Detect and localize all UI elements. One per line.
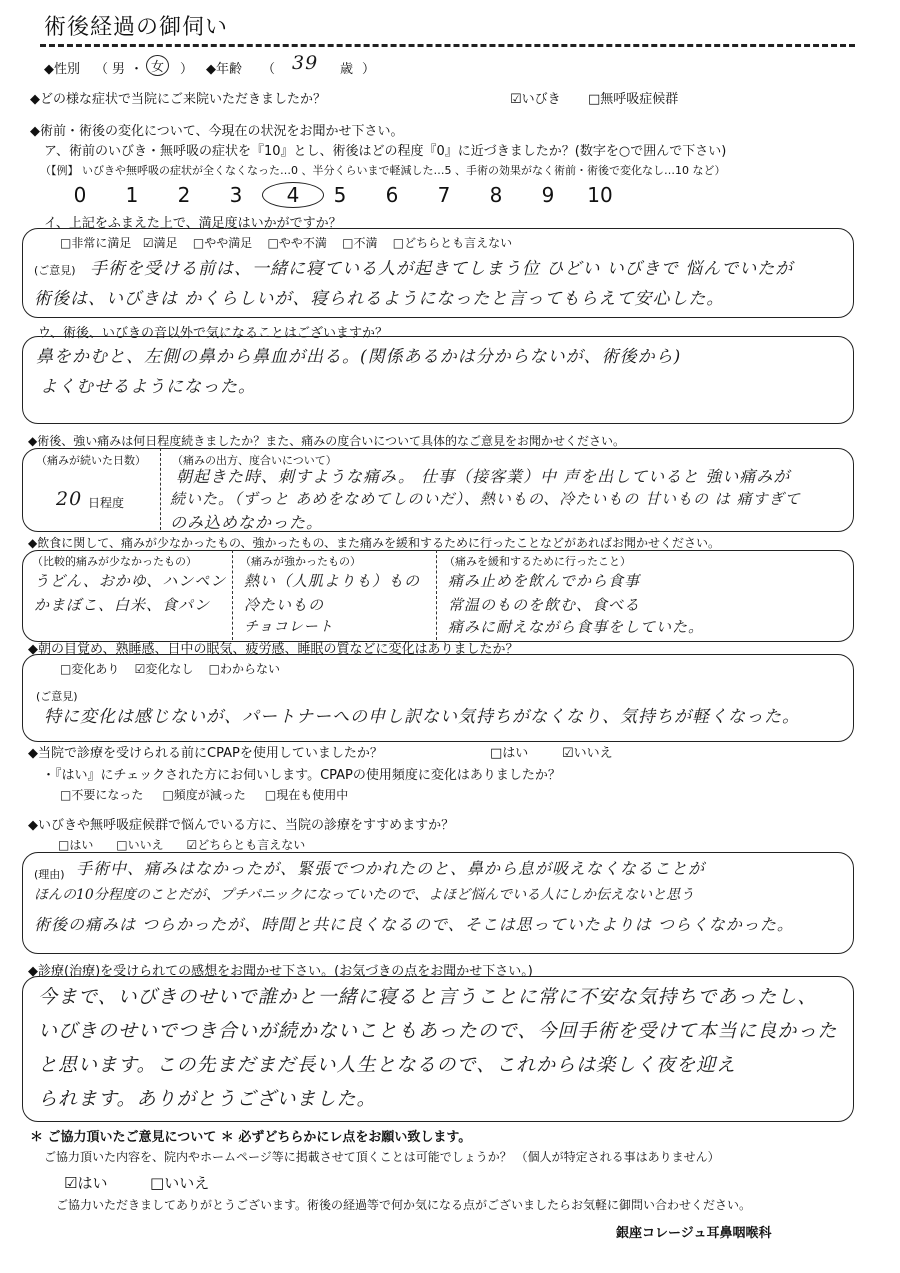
change-question: ア、術前のいびき・無呼吸の症状を『10』とし、術後はどの程度『0』に近づきましたか？(数字を○で囲んで下さい)	[44, 144, 727, 159]
recommend-question: ◆いびきや無呼吸症候群で悩んでいる方に、当院の診療をすすめますか？	[28, 818, 455, 833]
opt-somewhat-satisfied[interactable]: □やや満足	[192, 236, 253, 250]
food-col2-label: （痛みが強かったもの）	[240, 555, 361, 568]
opt-somewhat-dissatisfied[interactable]: □やや不満	[267, 236, 327, 250]
age-value[interactable]: 39	[292, 52, 319, 74]
cpap-opt-unneeded[interactable]: □不要になった	[60, 788, 144, 802]
sleep-opt-changed[interactable]: □変化あり	[60, 662, 120, 676]
change-example: （【例】 いびきや無呼吸の症状が全くなくなった…0 、半分くらいまで軽減した…5 、手術の効果がなく術前・術後で変化なし…10 など）	[40, 164, 726, 177]
satisfaction-options	[60, 234, 512, 251]
sleep-options	[60, 660, 280, 677]
consent-option-no[interactable]: □いいえ	[150, 1174, 210, 1192]
satisfaction-opinion-label: (ご意見)	[34, 264, 76, 277]
sleep-opt-unchanged[interactable]: ☑変化なし	[134, 662, 194, 676]
pain-days-value[interactable]: 20	[56, 488, 83, 510]
pain-days-label: （痛みが続いた日数）	[36, 454, 146, 467]
checked-box-icon: ☑	[510, 92, 522, 107]
satisfaction-question: イ、上記をふまえた上で、満足度はいかがですか？	[44, 216, 342, 231]
recommend-reason-label: (理由)	[34, 868, 65, 881]
impression-answer-line3[interactable]: と思います。この先まだまだ長い人生となるので、これからは楽しく夜を迎え	[38, 1054, 737, 1076]
food-col1-line1[interactable]: うどん、おかゆ、ハンペン	[34, 572, 227, 590]
symptom-question: ◆どの様な症状で当院にご来院いただきましたか？	[30, 92, 326, 107]
scale-10[interactable]: 10	[587, 183, 613, 207]
scale-8[interactable]: 8	[489, 183, 503, 207]
impression-answer-line2[interactable]: いびきのせいでつき合いが続かないこともあったので、今回手術を受けて本当に良かった	[38, 1020, 838, 1042]
other-answer-line1[interactable]: 鼻をかむと、左側の鼻から鼻血が出る。(関係あるかは分からないが、術後から)	[36, 347, 682, 367]
food-col2-line3[interactable]: チョコレート	[244, 619, 334, 635]
pain-degree-line3[interactable]: のみ込めなかった。	[170, 513, 324, 532]
recommend-options	[58, 836, 305, 853]
empty-box-icon: □	[588, 92, 601, 107]
change-heading: ◆術前・術後の変化について、今現在の状況をお聞かせ下さい。	[30, 124, 404, 139]
cpap-followup-options	[60, 786, 348, 803]
sleep-opinion-label: (ご意見)	[36, 690, 78, 703]
cpap-option-yes[interactable]: □はい	[490, 746, 529, 761]
recommend-answer-line1[interactable]: 手術中、痛みはなかったが、緊張でつかれたのと、鼻から息が吸えなくなることが	[76, 859, 706, 878]
impression-answer-line4[interactable]: られます。ありがとうございました。	[38, 1088, 377, 1110]
pain-days-unit: 日程度	[88, 496, 125, 510]
change-scale	[54, 182, 626, 208]
consent-option-yes[interactable]: ☑はい	[64, 1174, 108, 1192]
scale-6[interactable]: 6	[385, 183, 399, 207]
gender-option-male[interactable]: 男	[112, 62, 126, 77]
sleep-answer[interactable]: 特に変化は感じないが、パートナーへの申し訳ない気持ちがなくなり、気持ちが軽くなった。	[44, 707, 800, 727]
scale-0[interactable]: 0	[73, 183, 87, 207]
pain-degree-line2[interactable]: 続いた。（ずっと あめをなめてしのいだ）、熱いもの、冷たいもの 甘いもの は 痛すぎて	[170, 490, 801, 508]
title-divider	[40, 44, 855, 47]
scale-5[interactable]: 5	[333, 183, 347, 207]
gender-dot: ・	[130, 62, 144, 77]
page-title: 術後経過の御伺い	[44, 15, 229, 40]
footer-thanks: ご協力いただきましてありがとうございます。術後の経過等で何か気になる点がございましたらお気軽に御問い合わせください。	[56, 1198, 752, 1212]
impression-answer-line1[interactable]: 今まで、いびきのせいで誰かと一緒に寝ると言うことに常に不安な気持ちであったし、	[38, 986, 818, 1008]
cpap-opt-still-using[interactable]: □現在も使用中	[264, 788, 349, 802]
cpap-opt-reduced[interactable]: □頻度が減った	[162, 788, 246, 802]
scale-7[interactable]: 7	[437, 183, 451, 207]
satisfaction-answer-line2[interactable]: 術後は、いびきは かくらしいが、寝られるようになったと言ってもらえて安心した。	[34, 289, 725, 309]
food-col2-line2[interactable]: 冷たいもの	[244, 596, 325, 614]
scale-3[interactable]: 3	[229, 183, 243, 207]
pain-divider	[160, 448, 161, 530]
recommend-opt-no[interactable]: □いいえ	[116, 838, 164, 852]
age-label: ◆年齢	[206, 62, 242, 77]
pain-degree-line1[interactable]: 朝起きた時、刺すような痛み。 仕事（接客業）中 声を出していると 強い痛みが	[176, 467, 791, 486]
gender-option-female[interactable]: 女	[146, 55, 169, 76]
opt-neither[interactable]: □どちらとも言えない	[392, 236, 513, 250]
food-question: ◆飲食に関して、痛みが少なかったもの、強かったもの、また痛みを緩和するために行ったことなどがあればお聞かせください。	[28, 536, 721, 550]
food-col3-line2[interactable]: 常温のものを飲む、食べる	[448, 596, 641, 614]
other-question: ウ、術後、いびきの音以外で気になることはございますか？	[38, 326, 388, 341]
cpap-question: ◆当院で診療を受けられる前にCPAPを使用していましたか？	[28, 746, 383, 761]
recommend-answer-line3[interactable]: 術後の痛みは つらかったが、時間と共に良くなるので、そこは思っていたよりは つらくなかった。	[34, 915, 794, 934]
food-col3-label: （痛みを緩和するために行ったこと）	[444, 555, 631, 568]
food-col1-line2[interactable]: かまぼこ、白米、食パン	[34, 596, 211, 614]
opt-very-satisfied[interactable]: □非常に満足	[60, 236, 132, 250]
opt-satisfied[interactable]: ☑満足	[142, 236, 178, 250]
symptom-option-snoring[interactable]: ☑いびき	[510, 92, 561, 107]
recommend-opt-yes[interactable]: □はい	[58, 838, 94, 852]
food-col3-line3[interactable]: 痛みに耐えながら食事をしていた。	[448, 618, 705, 636]
recommend-answer-line2[interactable]: ほんの10分程度のことだが、プチパニックになっていたので、よほど悩んでいる人にしか伝えないと思う	[34, 887, 695, 903]
gender-open: （	[95, 62, 109, 77]
scale-4-selected[interactable]: 4	[262, 182, 314, 208]
consent-note: ＊ ご協力頂いたご意見について ＊ 必ずどちらかにレ点をお願い致します。	[30, 1130, 472, 1145]
food-divider-1	[232, 550, 233, 640]
sleep-opt-unknown[interactable]: □わからない	[208, 662, 281, 676]
recommend-opt-neither[interactable]: ☑どちらとも言えない	[186, 838, 306, 852]
scale-1[interactable]: 1	[125, 183, 139, 207]
pain-question: ◆術後、強い痛みは何日程度続きましたか？また、痛みの度合いについて具体的なご意見をお聞かせください。	[28, 434, 625, 448]
gender-close: ）	[180, 62, 194, 77]
clinic-name: 銀座コレージュ耳鼻咽喉科	[616, 1226, 772, 1241]
cpap-option-no[interactable]: ☑いいえ	[562, 746, 613, 761]
scale-9[interactable]: 9	[541, 183, 555, 207]
age-open: （	[262, 62, 276, 77]
scale-2[interactable]: 2	[177, 183, 191, 207]
impression-question: ◆診療(治療)を受けられての感想をお聞かせ下さい。(お気づきの点をお聞かせ下さい。)	[28, 964, 533, 979]
age-close: ）	[362, 62, 376, 77]
cpap-followup: ・『はい』にチェックされた方にお伺いします。CPAPの使用頻度に変化はありましたか？	[42, 768, 561, 783]
sleep-question: ◆朝の目覚め、熟睡感、日中の眠気、疲労感、睡眠の質などに変化はありましたか？	[28, 642, 519, 657]
food-col3-line1[interactable]: 痛み止めを飲んでから食事	[448, 572, 641, 590]
food-col2-line1[interactable]: 熱い（人肌よりも）もの	[244, 572, 421, 590]
pain-degree-label: （痛みの出方、度合いについて）	[172, 454, 337, 467]
satisfaction-answer-line1[interactable]: 手術を受ける前は、一緒に寝ている人が起きてしまう位 ひどい いびきで 悩んでいたが	[90, 259, 794, 279]
age-unit: 歳	[340, 62, 354, 77]
consent-question: ご協力頂いた内容を、院内やホームページ等に掲載させて頂くことは可能でしょうか？ （個人が特定される事はありません）	[44, 1150, 720, 1164]
gender-label: ◆性別	[44, 62, 80, 77]
food-col1-label: （比較的痛みが少なかったもの）	[32, 555, 197, 568]
other-answer-line2[interactable]: よくむせるようになった。	[40, 377, 256, 397]
food-divider-2	[436, 550, 437, 640]
opt-dissatisfied[interactable]: □不満	[342, 236, 378, 250]
symptom-option-apnea[interactable]: □無呼吸症候群	[588, 92, 679, 107]
